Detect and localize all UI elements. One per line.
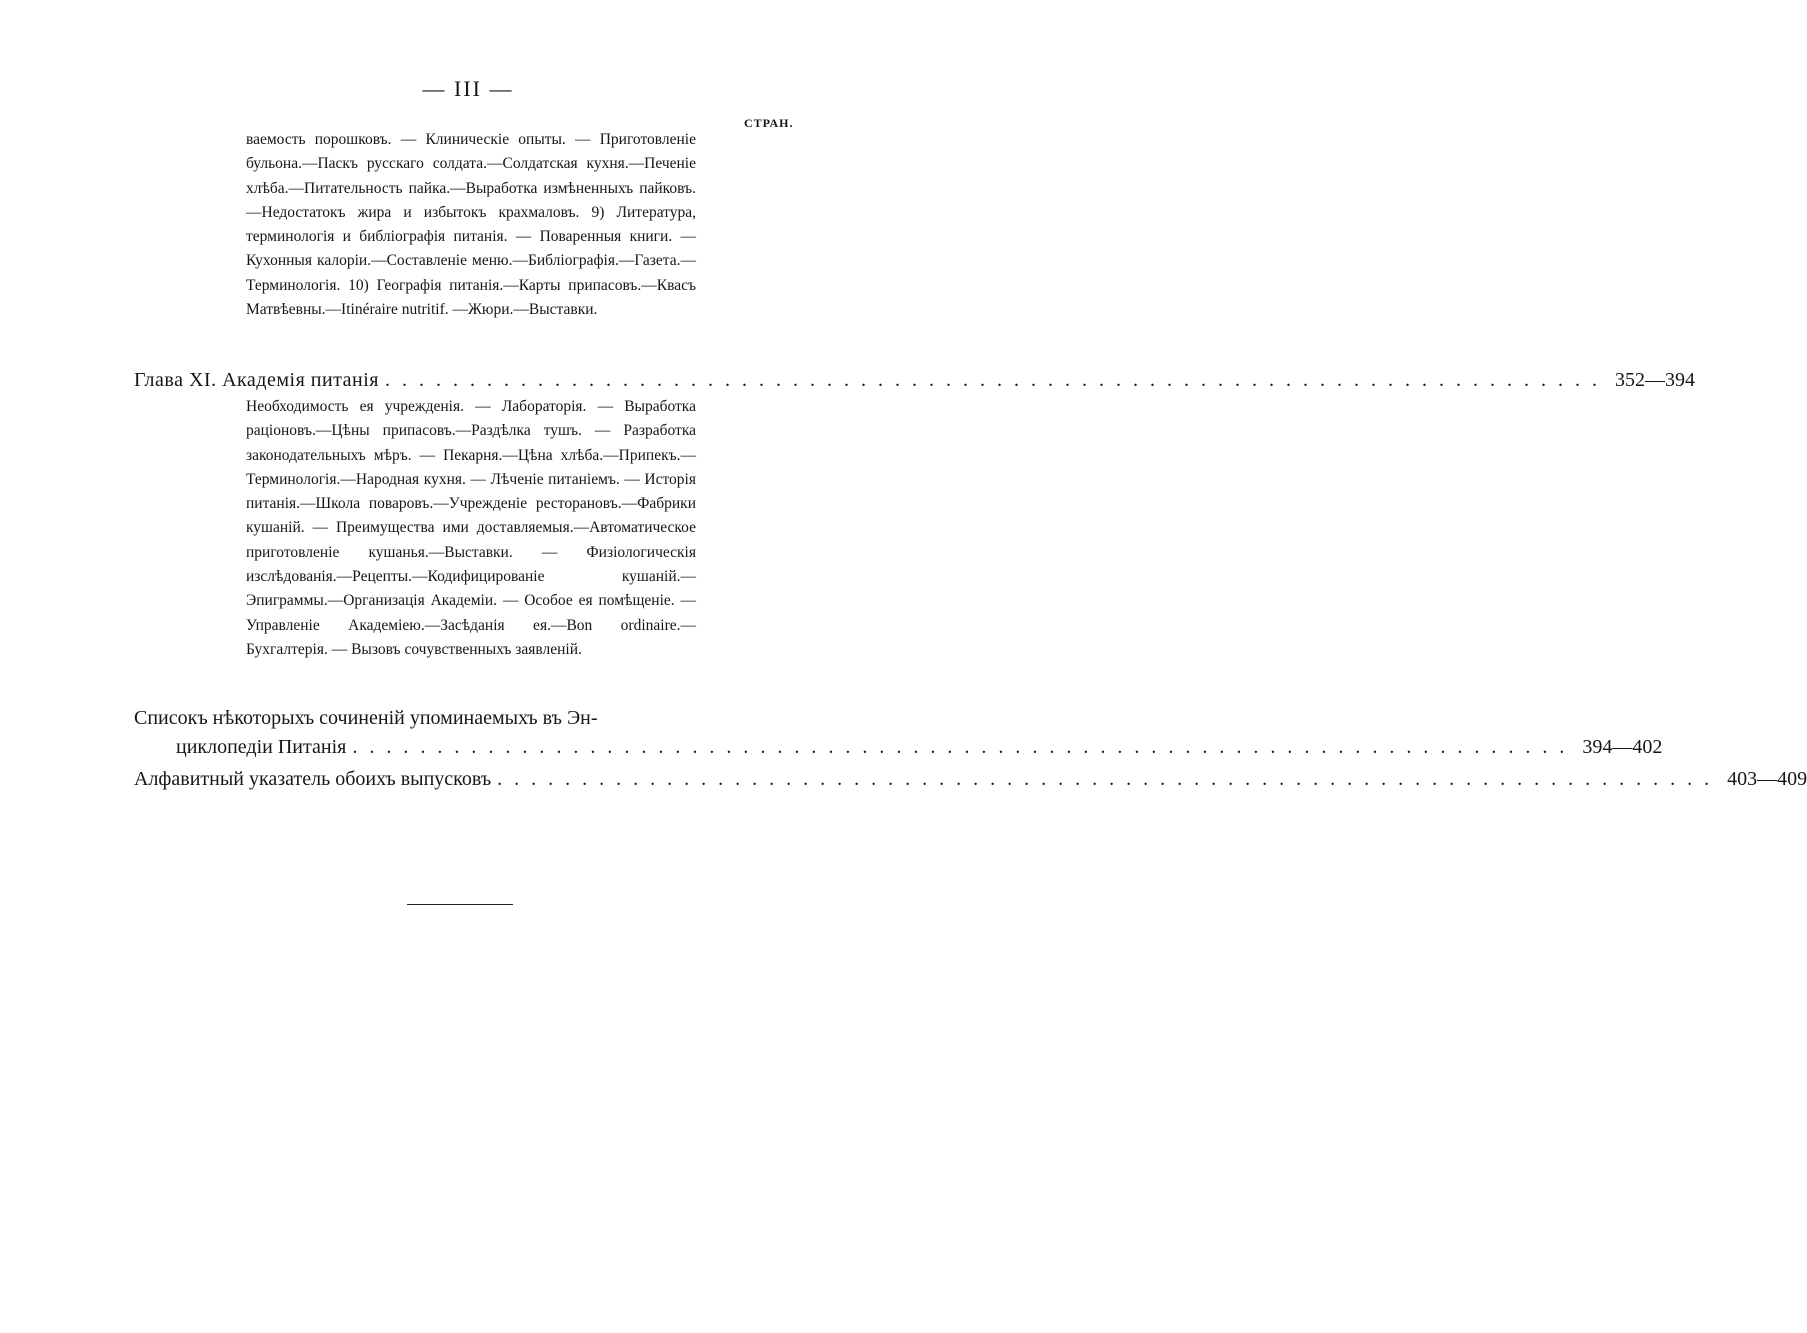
index-title: Алфавитный указатель обоихъ выпусковъ [134, 768, 492, 790]
chapter-11-pages: 352—394 [1615, 369, 1696, 391]
chapter-11-title: Глава XI. Академія питанія [134, 369, 380, 391]
bibliography-title-line2: циклопедіи Питанія [176, 736, 347, 758]
toc-entry-bibliography[interactable] [176, 736, 1663, 759]
end-rule [407, 904, 513, 905]
pages-column-header: СТРАН. [744, 116, 794, 130]
chapter-11-summary: Необходимость ея учрежденія. — Лабораторія. — Выработка раціоновъ.—Цѣны припасовъ.—Раздѣлка тушъ. — Разработка законодательныхъ мѣръ. — Пекарня.—Цѣна хлѣба.—Припекъ.—Терминологія.—Народная кухня. — Лѣченіе питаніемъ. — Исторія питанія.—Школа поваровъ.—Учрежденіе ресторановъ.—Фабрики кушаній. — Преимущества ими доставляемыя.—Автоматическое приготовленіе кушанья.—Выставки. — Физіологическія изслѣдованія.—Рецепты.—Кодифицированіе кушаній.—Эпиграммы.—Организація Академіи. — Особое ея помѣщеніе. — Управленіе Академіею.—Засѣданія ея.—Bon ordinaire.—Бухгалтерія. — Вызовъ сочувственныхъ заявленій. [246, 398, 696, 658]
dot-leader: ........................................................................ [497, 768, 1722, 790]
bibliography-title-line1[interactable]: Списокъ нѣкоторыхъ сочиненій упоминаемыхъ въ Эн- [134, 707, 598, 729]
chapter10-continued-summary: ваемость порошковъ. — Клиническіе опыты. — Приготовленіе бульона.—Паскъ русскаго солдата.—Солдатская кухня.—Печеніе хлѣба.—Питательность пайка.—Выработка измѣненныхъ пайковъ.—Недостатокъ жира и избытокъ крахмаловъ. 9) Литература, терминологія и библіографія питанія. — Поваренныя книги. — Кухонныя калоріи.—Составленіе меню.—Библіографія.—Газета.—Терминологія. 10) Географія питанія.—Карты припасовъ.—Квасъ Матвѣевны.—Itinéraire nutritif. —Жюри.—Выставки. [246, 131, 696, 319]
index-pages: 403—409 [1727, 768, 1807, 790]
bibliography-pages: 394—402 [1582, 736, 1663, 758]
toc-entry-index[interactable] [134, 768, 1807, 791]
dot-leader: ........................................................................ [352, 736, 1577, 758]
toc-entry-chapter-11[interactable] [134, 369, 1696, 392]
page-number: — III — [422, 76, 514, 101]
dot-leader: ........................................................................ [385, 369, 1610, 391]
